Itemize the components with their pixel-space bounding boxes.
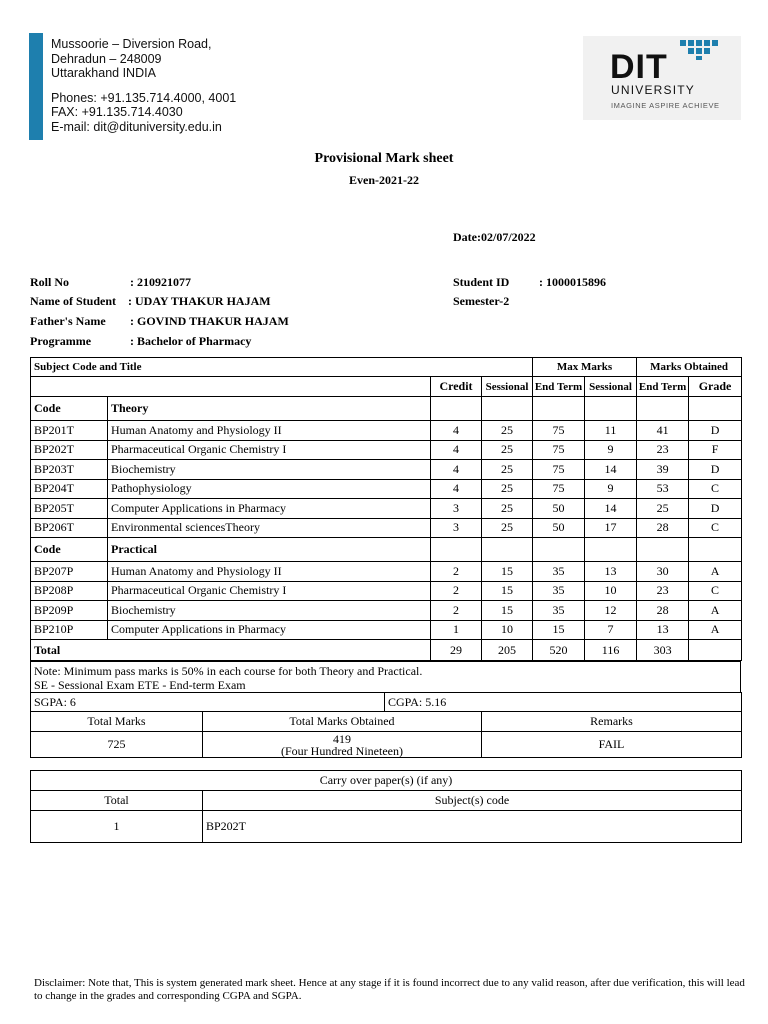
code-header: Code (31, 538, 108, 562)
grade: A (689, 601, 742, 621)
total-marks-value: 725 (31, 732, 203, 758)
obtained-sessional: 17 (585, 518, 637, 538)
credit: 1 (431, 620, 482, 640)
subject-row (31, 421, 742, 441)
credit: 2 (431, 562, 482, 582)
total-marks-header: Total Marks (31, 712, 203, 732)
subject-code: BP201T (31, 421, 108, 441)
obtained-sessional: 11 (585, 421, 637, 441)
grade: D (689, 421, 742, 441)
total-obtained-endterm: 303 (637, 640, 689, 661)
name-label: Name of Student (30, 294, 116, 308)
subject-row (31, 562, 742, 582)
obtained-sessional: 9 (585, 440, 637, 460)
credit-header: Credit (431, 377, 482, 397)
address-line: Dehradun – 248009 (51, 51, 162, 66)
obtained-endterm-header: End Term (637, 377, 689, 397)
credit: 4 (431, 479, 482, 499)
subject-code: BP209P (31, 601, 108, 621)
gpa-table (30, 692, 742, 712)
subject-row (31, 601, 742, 621)
abbreviation-note: SE - Sessional Exam ETE - End-term Exam (34, 677, 246, 692)
credit: 3 (431, 499, 482, 519)
programme-label: Programme (30, 334, 92, 348)
max-endterm: 15 (533, 620, 585, 640)
subject-title: Human Anatomy and Physiology II (108, 562, 431, 582)
subject-row (31, 440, 742, 460)
obtained-endterm: 28 (637, 601, 689, 621)
max-sessional-header: Sessional (482, 377, 533, 397)
grade: D (689, 499, 742, 519)
code-header: Code (31, 397, 108, 421)
phone-line: Phones: +91.135.714.4000, 4001 (51, 90, 237, 105)
carry-over-title: Carry over paper(s) (if any) (31, 771, 742, 791)
student-id-label: Student ID (453, 275, 510, 289)
address-block (51, 37, 236, 135)
max-endterm: 75 (533, 479, 585, 499)
total-obtained-words: (Four Hundred Nineteen) (281, 743, 403, 758)
logo-university: UNIVERSITY (611, 83, 696, 97)
remarks-header: Remarks (482, 712, 742, 732)
issue-date: Date:02/07/2022 (453, 230, 536, 244)
grade: C (689, 581, 742, 601)
total-obtained-header: Total Marks Obtained (203, 712, 482, 732)
subject-title: Pharmaceutical Organic Chemistry I (108, 581, 431, 601)
max-endterm: 35 (533, 562, 585, 582)
subject-code: BP205T (31, 499, 108, 519)
logo-pattern-icon (678, 38, 728, 62)
programme-value: : Bachelor of Pharmacy (130, 334, 252, 348)
sgpa-value: SGPA: 6 (31, 693, 385, 712)
disclaimer: Disclaimer: Note that, This is system generated mark sheet. Hence at any stage if it is found incorrect due to any valid reason, after due verification, this will lead to change in the grades and corresponding CGPA and SGPA. (34, 977, 745, 1002)
credit: 2 (431, 601, 482, 621)
max-endterm: 75 (533, 440, 585, 460)
obtained-endterm: 28 (637, 518, 689, 538)
credit: 3 (431, 518, 482, 538)
obtained-endterm: 13 (637, 620, 689, 640)
max-endterm: 75 (533, 421, 585, 441)
obtained-sessional: 14 (585, 460, 637, 480)
max-sessional: 25 (482, 421, 533, 441)
grade: F (689, 440, 742, 460)
grade: D (689, 460, 742, 480)
total-label: Total (31, 640, 431, 661)
carry-total-value: 1 (31, 811, 203, 843)
university-logo (583, 36, 741, 120)
obtained-sessional: 12 (585, 601, 637, 621)
subject-row (31, 518, 742, 538)
notes-table (30, 661, 741, 693)
max-sessional: 10 (482, 620, 533, 640)
grade: C (689, 479, 742, 499)
max-marks-header: Max Marks (533, 358, 637, 377)
marks-table (30, 357, 742, 661)
max-sessional: 25 (482, 499, 533, 519)
obtained-endterm: 23 (637, 581, 689, 601)
total-credit: 29 (431, 640, 482, 661)
max-endterm: 35 (533, 581, 585, 601)
subject-title: Biochemistry (108, 460, 431, 480)
obtained-endterm: 53 (637, 479, 689, 499)
roll-value: : 210921077 (130, 275, 191, 289)
credit: 4 (431, 421, 482, 441)
subject-title: Environmental sciencesTheory (108, 518, 431, 538)
subject-title: Biochemistry (108, 601, 431, 621)
max-endterm: 50 (533, 499, 585, 519)
theory-header: Theory (108, 397, 431, 421)
grade: C (689, 518, 742, 538)
subject-code: BP210P (31, 620, 108, 640)
carry-over-table (30, 770, 742, 843)
document-title: Provisional Mark sheet (314, 151, 454, 166)
total-max-endterm: 520 (533, 640, 585, 661)
pass-marks-note: Note: Minimum pass marks is 50% in each course for both Theory and Practical. (34, 663, 423, 678)
address-line: Uttarakhand INDIA (51, 66, 156, 81)
subject-title: Human Anatomy and Physiology II (108, 421, 431, 441)
obtained-sessional: 14 (585, 499, 637, 519)
total-max-sessional: 205 (482, 640, 533, 661)
subject-code: BP204T (31, 479, 108, 499)
total-obtained-value: 419 (333, 731, 351, 746)
semester-value: Semester-2 (453, 294, 510, 308)
obtained-sessional-header: Sessional (585, 377, 637, 397)
total-obtained-sessional: 116 (585, 640, 637, 661)
max-endterm: 50 (533, 518, 585, 538)
carry-codes-header: Subject(s) code (203, 791, 742, 811)
fax-line: FAX: +91.135.714.4030 (51, 105, 183, 120)
grade: A (689, 562, 742, 582)
max-endterm: 35 (533, 601, 585, 621)
subject-row (31, 581, 742, 601)
credit: 2 (431, 581, 482, 601)
subject-title: Computer Applications in Pharmacy (108, 620, 431, 640)
subject-row (31, 479, 742, 499)
max-sessional: 25 (482, 518, 533, 538)
subject-row (31, 460, 742, 480)
credit: 4 (431, 440, 482, 460)
subject-code: BP208P (31, 581, 108, 601)
subject-header: Subject Code and Title (31, 358, 533, 377)
subject-code: BP203T (31, 460, 108, 480)
address-bar-accent (29, 33, 43, 140)
max-endterm: 75 (533, 460, 585, 480)
subject-code: BP202T (31, 440, 108, 460)
subject-title: Computer Applications in Pharmacy (108, 499, 431, 519)
logo-tagline: IMAGINE ASPIRE ACHIEVE (611, 101, 720, 110)
remarks-value: FAIL (482, 732, 742, 758)
max-sessional: 15 (482, 562, 533, 582)
cgpa-value: CGPA: 5.16 (385, 693, 742, 712)
max-sessional: 25 (482, 479, 533, 499)
subject-code: BP207P (31, 562, 108, 582)
carry-codes-value: BP202T (203, 811, 742, 843)
father-label: Father's Name (30, 314, 106, 328)
marks-obtained-header: Marks Obtained (637, 358, 742, 377)
session-label: Even-2021-22 (349, 173, 419, 187)
obtained-endterm: 30 (637, 562, 689, 582)
obtained-sessional: 7 (585, 620, 637, 640)
summary-table (30, 711, 742, 758)
credit: 4 (431, 460, 482, 480)
obtained-endterm: 25 (637, 499, 689, 519)
subject-row (31, 499, 742, 519)
notes-cell (31, 662, 741, 693)
father-value: : GOVIND THAKUR HAJAM (130, 314, 289, 328)
obtained-sessional: 13 (585, 562, 637, 582)
max-sessional: 15 (482, 601, 533, 621)
max-sessional: 15 (482, 581, 533, 601)
grade-header: Grade (689, 377, 742, 397)
obtained-sessional: 10 (585, 581, 637, 601)
obtained-endterm: 23 (637, 440, 689, 460)
total-obtained-cell (203, 732, 482, 758)
email-line: E-mail: dit@dituniversity.edu.in (51, 119, 222, 134)
roll-label: Roll No (30, 275, 69, 289)
obtained-endterm: 39 (637, 460, 689, 480)
subject-code: BP206T (31, 518, 108, 538)
max-sessional: 25 (482, 440, 533, 460)
obtained-sessional: 9 (585, 479, 637, 499)
subject-title: Pathophysiology (108, 479, 431, 499)
logo-wordmark: DIT (610, 48, 668, 86)
subject-title: Pharmaceutical Organic Chemistry I (108, 440, 431, 460)
carry-total-header: Total (31, 791, 203, 811)
practical-header: Practical (108, 538, 431, 562)
address-line: Mussoorie – Diversion Road, (51, 37, 212, 51)
max-endterm-header: End Term (533, 377, 585, 397)
max-sessional: 25 (482, 460, 533, 480)
name-value: : UDAY THAKUR HAJAM (128, 294, 271, 308)
subject-row (31, 620, 742, 640)
obtained-endterm: 41 (637, 421, 689, 441)
grade: A (689, 620, 742, 640)
student-id-value: : 1000015896 (539, 275, 606, 289)
